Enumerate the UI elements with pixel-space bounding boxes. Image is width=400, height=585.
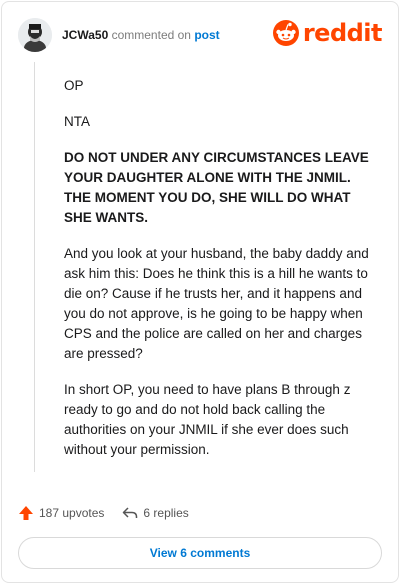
comment-meta [62,28,220,42]
upvote-button[interactable] [18,505,104,521]
reddit-logo[interactable] [273,16,382,50]
replies-button[interactable] [122,505,188,521]
comment-footer [18,502,207,524]
comment-paragraph: And you look at your husband, the baby daddy and ask him this: Does he think this is a hill he wants to die on? Cause if he trusts her, and it happens and you do not approve, is he going to be happy when CPS and the police are called on her and charges are pressed? [64,246,369,361]
comment-header [18,16,382,54]
username-link[interactable]: JCWa50 [62,28,109,42]
post-link[interactable]: post [194,28,220,42]
upvote-count: 187 upvotes [39,506,105,520]
comment-paragraph: NTA [64,114,90,129]
upvote-arrow-icon [18,505,34,521]
comment-paragraph: In short OP, you need to have plans B through z ready to go and do not hold back calling the authorities on your JNMIL if she ever does such without your permission. [64,382,351,457]
reddit-logo-icon [273,20,299,46]
comment-card [1,1,399,583]
avatar-icon [18,18,52,52]
comment-paragraph-bold: DO NOT UNDER ANY CIRCUMSTANCES LEAVE YOUR DAUGHTER ALONE WITH THE JNMIL. THE MOMENT YOU DO, SHE WILL DO WHAT SHE WANTS. [64,150,369,225]
comment-paragraph: OP [64,78,84,93]
thread-line [34,62,35,472]
brand-wordmark: reddit [302,19,382,47]
action-text: commented on [111,28,191,42]
reply-count: 6 replies [143,506,189,520]
avatar[interactable] [18,18,52,52]
comment-body [64,76,370,476]
view-comments-button[interactable]: View 6 comments [18,537,382,569]
reply-arrow-icon [122,505,138,521]
